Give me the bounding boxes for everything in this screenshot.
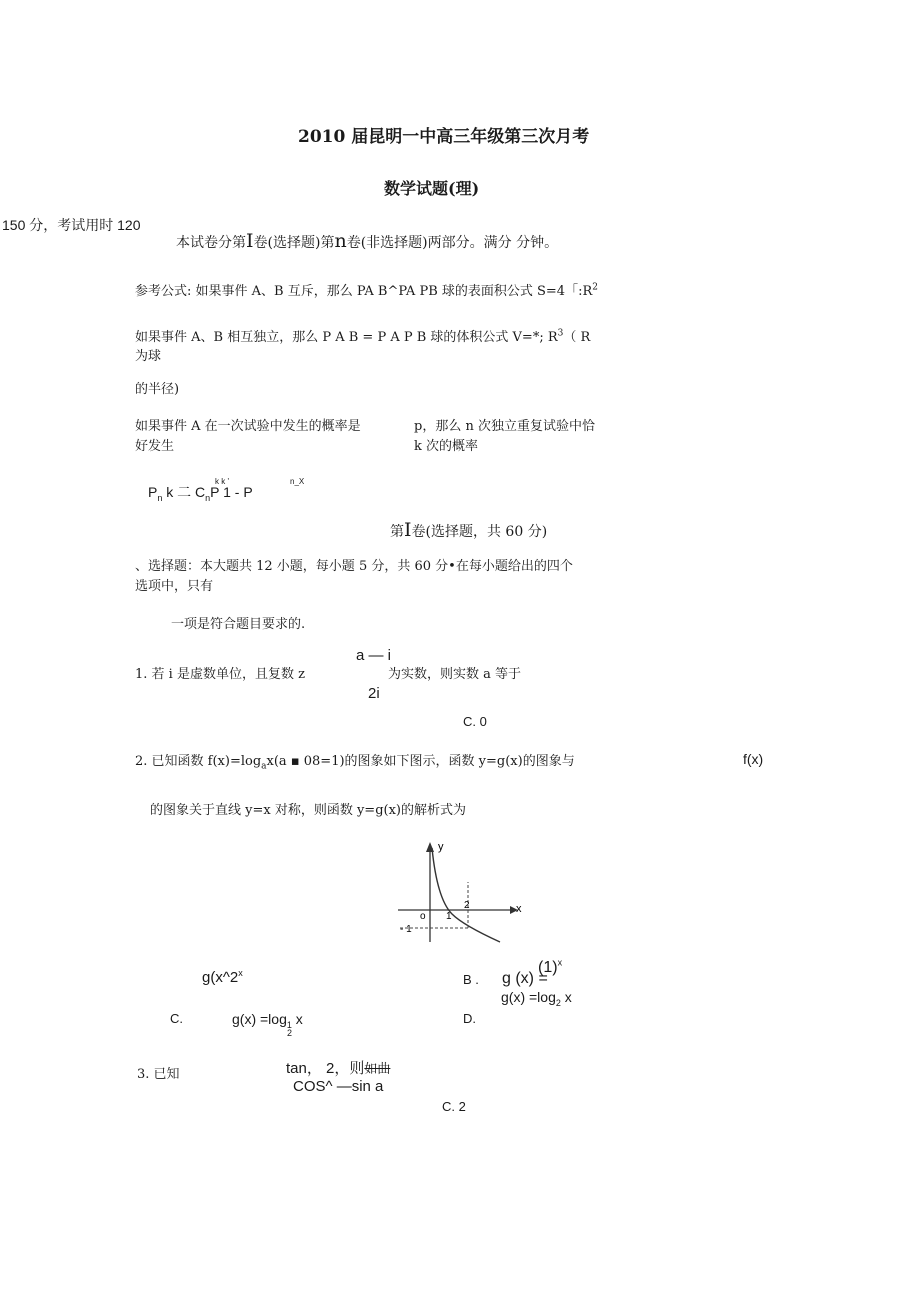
tick-label-2: 2 (464, 900, 470, 911)
volume-heading-a: 第 (390, 524, 404, 540)
q1-text-b: 为实数，则实数 a 等于 (388, 667, 522, 682)
section-intro-3: 一项是符合题目要求的. (171, 617, 306, 632)
q3-line-1-struck: 如曲 (364, 1061, 391, 1076)
intro-text-b: 卷(选择题)第 (253, 235, 335, 251)
q2-option-d-label: D. (463, 1011, 476, 1026)
page-subtitle: 数学试题(理) (384, 179, 480, 198)
binomial-p-sub: n (157, 492, 163, 503)
q1-numerator: a — i (356, 647, 392, 664)
tick-label-neg1: - 1 (400, 924, 412, 935)
binomial-c: k 二 C (162, 484, 206, 500)
page-title: 2010 届昆明一中高三年级第三次月考 (298, 127, 590, 147)
formula-line-2-text: 如果事件 A、B 相互独立，那么 P A B = P A P B 球的体积公式 V=*; R (135, 330, 558, 345)
binomial-formula (148, 484, 253, 503)
formula-line-2-sup: 3 (557, 328, 564, 339)
q2-option-c-under: 2 (287, 1028, 293, 1038)
q1-option-c: C. 0 (463, 714, 487, 729)
q2-option-b2-sub: 2 (555, 997, 561, 1008)
volume-heading-b: 卷(选择题，共 60 分) (411, 524, 548, 540)
y-axis-label: y (438, 841, 444, 853)
q2-option-b2-tail: x (560, 989, 572, 1005)
q2-text-1-b: x(a ▪ 08=1)的图象如下图示，函数 y=g(x)的图象与 (266, 754, 575, 769)
q1-denominator: 2i (368, 685, 380, 702)
section-intro-1: 、选择题：本大题共 12 小题，每小题 5 分，共 60 分•在每小题给出的四个 (135, 559, 573, 574)
q2-option-c-sub: 1 (286, 1019, 292, 1030)
formula-line-2-tail: （ R (563, 330, 591, 345)
q2-option-b-expr: g (x) = (502, 970, 548, 987)
q2-option-a-sup: x (238, 968, 243, 978)
volume-heading-roman: I (404, 519, 412, 541)
binomial-p: P (148, 484, 158, 500)
formula-line-2 (135, 328, 591, 346)
q2-text-1-a: 2. 已知函数 f(x)=log (135, 754, 262, 769)
q2-option-b-sup: x (557, 957, 563, 968)
q2-text-1 (135, 755, 575, 770)
binomial-superscript: k k ' (215, 477, 229, 486)
q2-option-c-text: g(x) =log (232, 1011, 287, 1027)
intro-roman-1: I (246, 230, 254, 252)
tick-label-1: 1 (446, 911, 452, 922)
intro-roman-2: n (334, 230, 347, 252)
q2-option-b-label: B . (463, 972, 479, 987)
q2-fx-label: f(x) (743, 751, 764, 767)
formula-line-3: 的半径) (135, 382, 180, 397)
intro-line (176, 231, 558, 253)
origin-label: o (420, 911, 426, 922)
formula-line-4-left-1: 如果事件 A 在一次试验中发生的概率是 (135, 419, 361, 434)
formula-line-2-wrap: 为球 (135, 349, 162, 364)
formula-line-1-text: 参考公式: 如果事件 A、B 互斥，那么 PA B^PA PB 球的表面积公式 S=4「:R (135, 284, 593, 299)
formula-line-1-sup: 2 (592, 282, 598, 293)
q1-text-a: 1. 若 i 是虚数单位，且复数 z (135, 667, 305, 682)
volume-heading (390, 520, 547, 542)
q2-option-a-text: g(x^2 (202, 969, 239, 986)
formula-line-4-left-2: 好发生 (135, 439, 175, 454)
intro-text-a: 本试卷分第 (176, 235, 246, 251)
q2-option-c-tail: x (291, 1011, 303, 1027)
x-axis-label: x (516, 903, 522, 915)
q2-option-a (202, 969, 243, 986)
section-intro-2: 选项中，只有 (135, 579, 214, 594)
q3-line-1-text: tan， 2，则 (286, 1060, 365, 1077)
formula-line-4-right-1: p，那么 n 次独立重复试验中恰 (414, 419, 595, 434)
q3-label: 3. 已知 (137, 1067, 180, 1082)
intro-fragment: 150 分，考试用时 120 (2, 217, 141, 233)
q3-option-c: C. 2 (442, 1099, 466, 1114)
formula-line-4-right-2: k 次的概率 (414, 439, 479, 454)
q2-option-c-expr (232, 1011, 303, 1030)
formula-line-1 (135, 282, 598, 300)
intro-text-c: 卷(非选择题)两部分。满分 分钟。 (346, 235, 559, 251)
binomial-tail: P 1 - P (210, 484, 253, 500)
q2-option-b2 (501, 989, 572, 1008)
binomial-exponent: n_X (290, 477, 305, 486)
log-function-graph (388, 838, 528, 953)
q3-line-1 (286, 1060, 390, 1077)
q3-line-2: COS^ —sin a (293, 1078, 384, 1095)
binomial-c-sub: n (205, 492, 211, 503)
q2-option-c-label: C. (170, 1011, 183, 1026)
q2-option-b-frac-text: (1) (538, 959, 558, 976)
q2-option-b2-text: g(x) =log (501, 989, 556, 1005)
q2-text-1-sub: a (261, 761, 267, 772)
q2-text-2: 的图象关于直线 y=x 对称，则函数 y=g(x)的解析式为 (150, 803, 466, 818)
